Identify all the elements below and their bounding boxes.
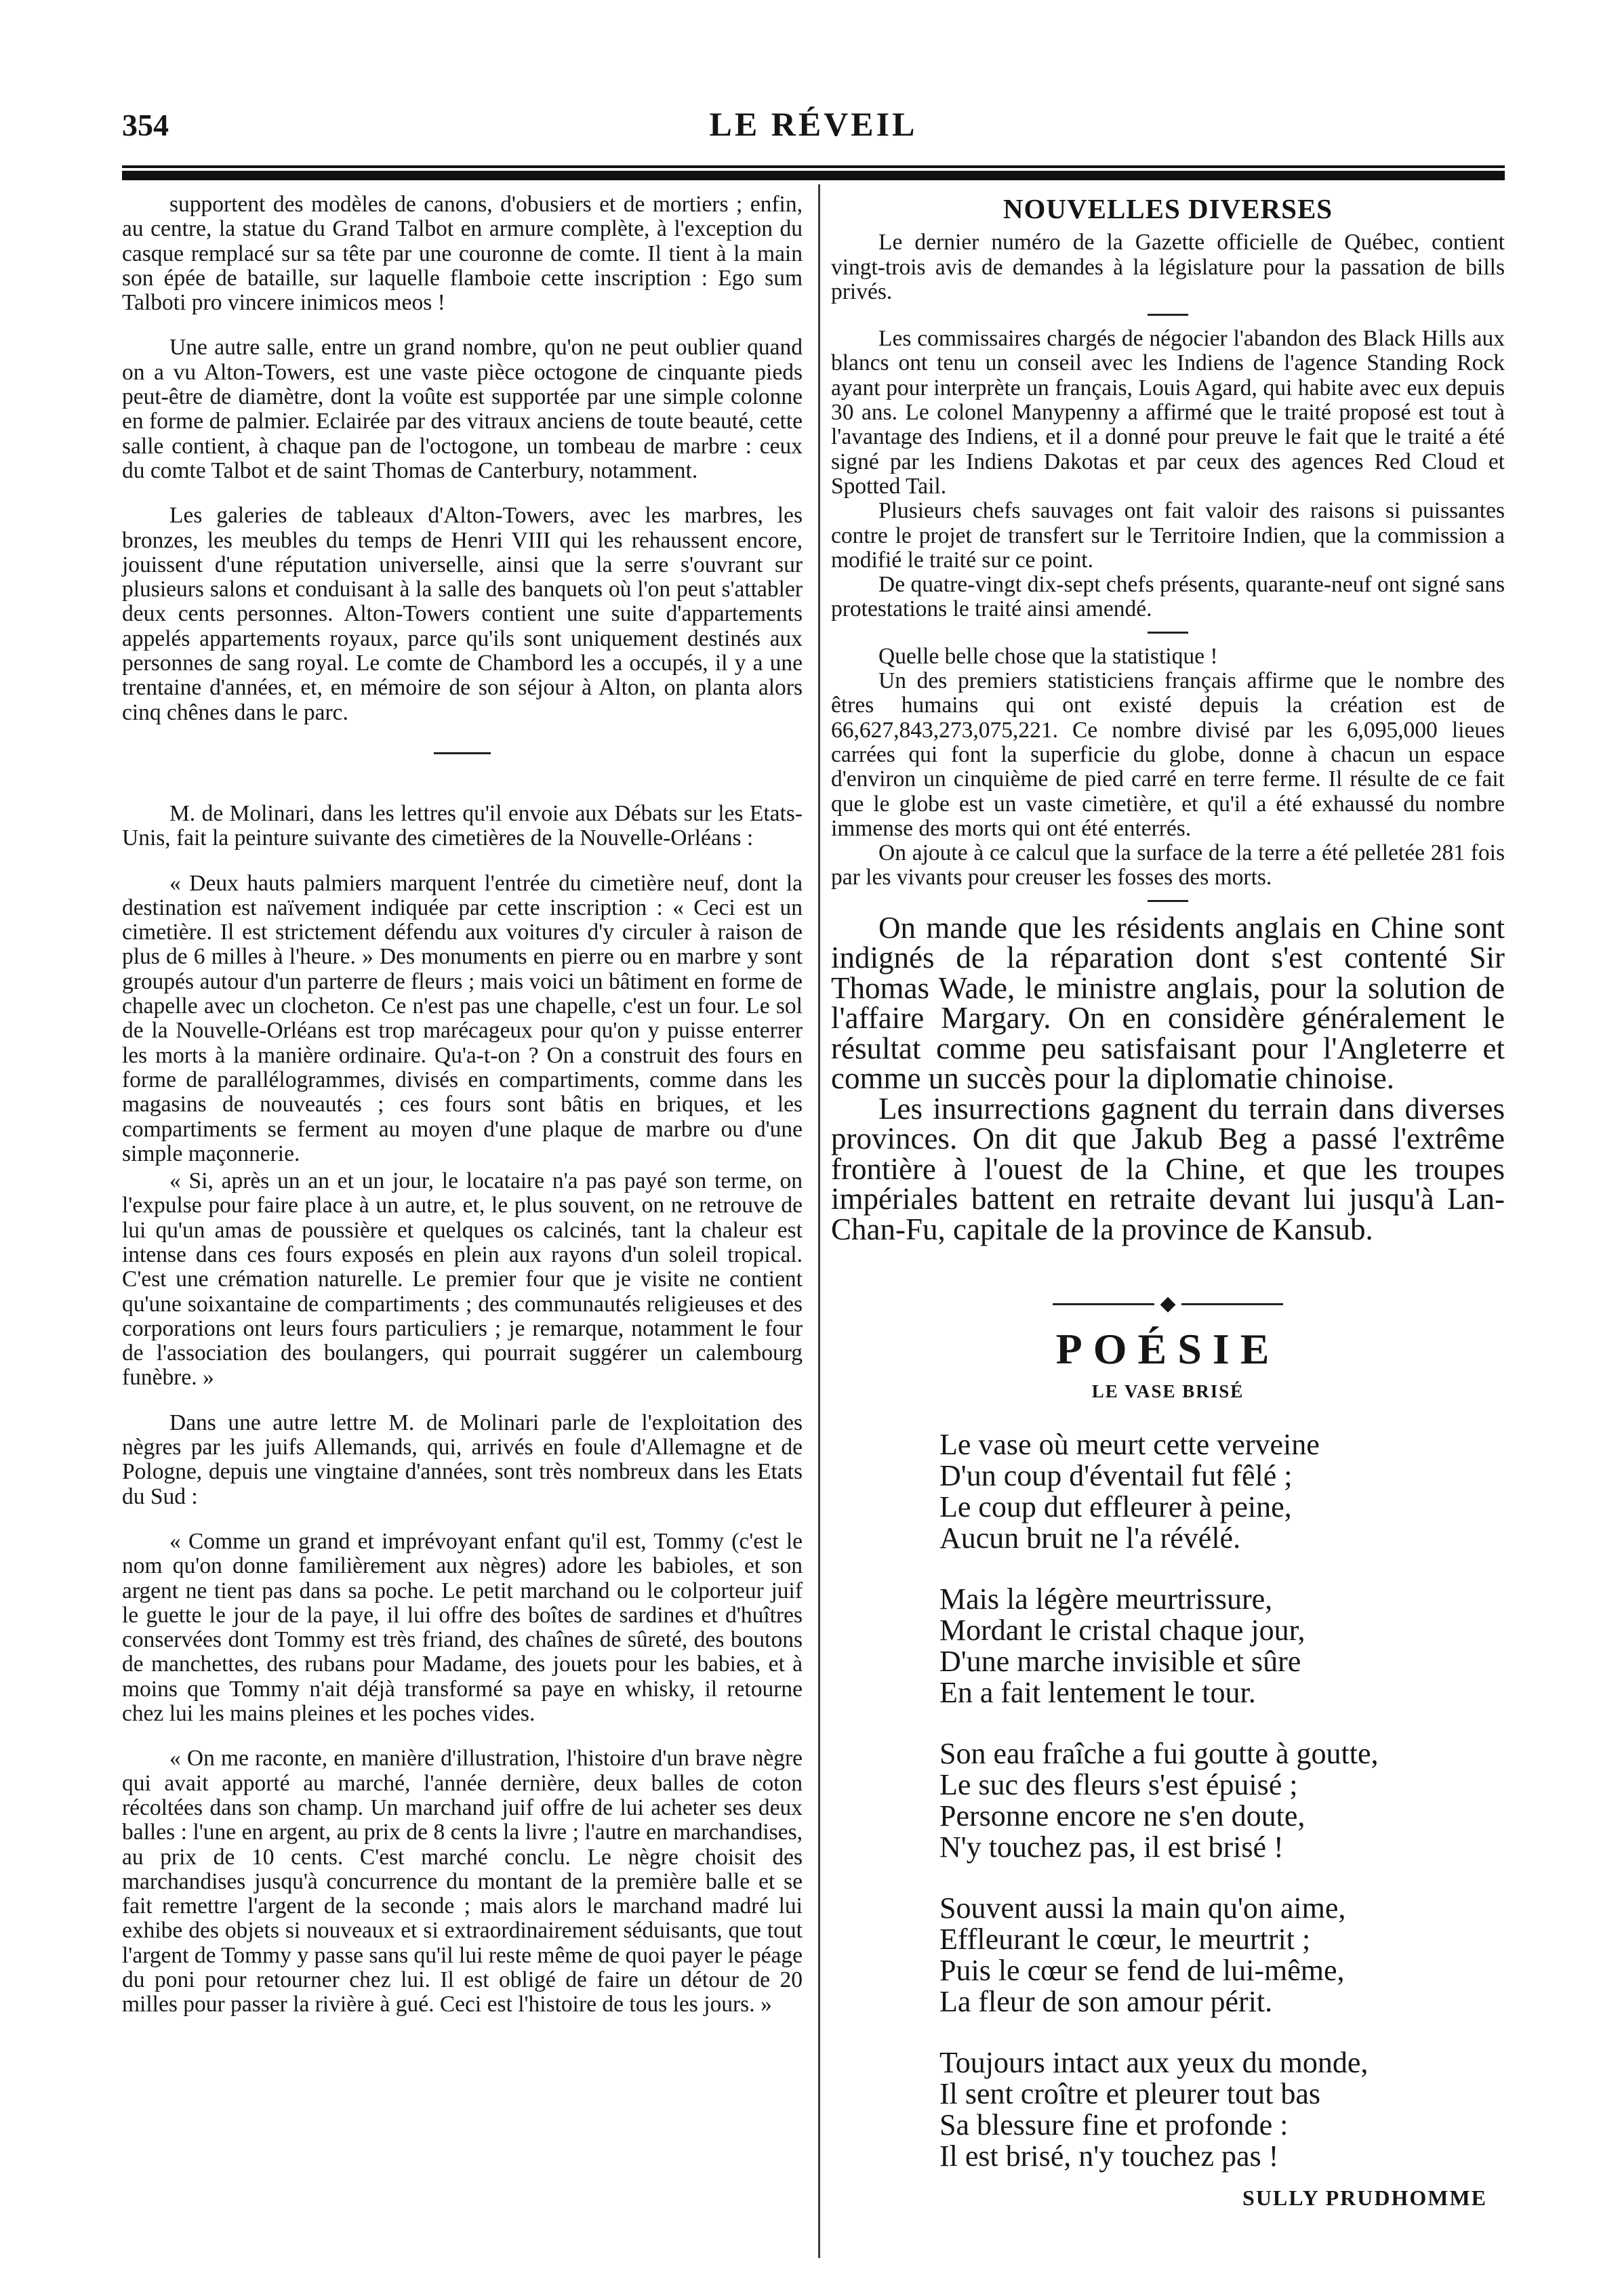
news-item: De quatre-vingt dix-sept chefs présents, quarante-neuf ont signé sans protestations le traité ainsi amendé. bbox=[831, 572, 1505, 622]
quoted-paragraph: « Comme un grand et imprévoyant enfant qu'il est, Tommy (c'est le nom qu'on donne familièrement aux nègres) adore les babioles, et son argent ne tient pas dans sa poche. Le petit marchand ou le colporteur juif le guette le jour de la paye, il lui offre des boîtes de sardines et d'huîtres conservées dont Tommy est très friand, des chaînes de sûreté, des boutons de manchettes, des rubans pour Madame, des jouets pour les babies, et à moins que Tommy n'ait déjà transformé sa paye en whisky, il retourne chez lui les mains pleines et les poches vides. bbox=[122, 1528, 803, 1727]
poem-verse: D'un coup d'éventail fut fêlé ; bbox=[939, 1459, 1293, 1493]
ornament-divider bbox=[831, 1292, 1505, 1316]
poem-stanza bbox=[939, 1429, 1505, 1554]
news-item: Plusieurs chefs sauvages ont fait valoir des raisons si puissantes contre le projet de transfert sur le Territoire Indien, que la commission a modifié le traité sur ce point. bbox=[831, 498, 1505, 573]
header-rule bbox=[122, 165, 1505, 180]
poem-verse: Le vase où meurt cette verveine bbox=[939, 1428, 1320, 1462]
poem-verse: N'y touchez pas, il est brisé ! bbox=[939, 1830, 1284, 1864]
article-paragraph: supportent des modèles de canons, d'obusiers et de mortiers ; enfin, au centre, la statue du Grand Talbot en armure complète, à l'exception du casque remplacé sur sa tête par une couronne de comte. Il tient à la main son épée de bataille, sur laquelle flamboie cette inscription : Ego sum Talboti pro vincere inimicos meos ! bbox=[122, 192, 803, 316]
poem-verse: Personne encore ne s'en doute, bbox=[939, 1799, 1305, 1833]
news-item: On ajoute à ce calcul que la surface de la terre a été pelletée 281 fois par les vivants pour creuser les fosses des morts. bbox=[831, 840, 1505, 890]
poetry-section-title: POÉSIE bbox=[1055, 1324, 1280, 1373]
diamond-ornament-icon: ◆ bbox=[1160, 1292, 1176, 1315]
poem-verse: La fleur de son amour périt. bbox=[939, 1985, 1273, 2019]
poem-verse: En a fait lentement le tour. bbox=[939, 1676, 1256, 1710]
poem-stanza bbox=[939, 1893, 1505, 2017]
ornament-line bbox=[1181, 1303, 1283, 1305]
poem-stanza bbox=[939, 1738, 1505, 1863]
news-item: Les commissaires chargés de négocier l'abandon des Black Hills aux blancs ont tenu un conseil avec les Indiens de l'agence Standing Rock ayant pour interprète un français, Louis Agard, qui habite avec eux depuis 30 ans. Le colonel Manypenny a affirmé que le traité proposé est tout à l'avantage des Indiens, et il a donné pour preuve le fait que le traité a été signé par les Indiens Dakotas et par ceux des agences Red Cloud et Spotted Tail. bbox=[831, 326, 1505, 499]
news-item: Le dernier numéro de la Gazette officielle de Québec, contient vingt-trois avis de demandes à la législature pour la passation de bills privés. bbox=[831, 230, 1505, 304]
paragraph-gap bbox=[122, 1726, 803, 1746]
masthead bbox=[122, 102, 1505, 153]
quoted-paragraph: « Deux hauts palmiers marquent l'entrée du cimetière neuf, dont la destination est naïvement indiquée par cette inscription : « Ceci est un cimetière. Il est strictement défendu aux voitures d'y circuler à raison de plus de 6 milles à l'heure. » Des monuments en pierre ou en marbre y sont groupés autour d'un parterre de fleurs ; mais voici un bâtiment en forme de chapelle avec un clocheton. Ce n'est pas une chapelle, c'est un four. Le sol de la Nouvelle-Orléans est trop marécageux pour qu'on y puisse enterrer les morts à la manière ordinaire. Qu'a-t-on ? On a construit des fours en forme de parallélogrammes, divisés en compartiments, comme dans les magasins de nouveautés ; ces fours sont bâtis en briques, et les compartiments se ferment au moyen d'une plaque de marbre ou d'une simple maçonnerie. bbox=[122, 870, 803, 1166]
paragraph-gap bbox=[122, 1509, 803, 1530]
poem-verse: Mais la légère meurtrissure, bbox=[939, 1582, 1273, 1616]
poem-title: LE VASE BRISÉ bbox=[1091, 1380, 1244, 1401]
article-paragraph: Dans une autre lettre M. de Molinari parle de l'exploitation des nègres par les juifs Allemands, qui, arrivés en foule d'Allemagne et de Pologne, depuis une vingtaine d'années, sont très nombreux dans les Etats du Sud : bbox=[122, 1410, 803, 1509]
poem-verse: Il est brisé, n'y touchez pas ! bbox=[939, 2139, 1279, 2173]
article-paragraph: Les galeries de tableaux d'Alton-Towers, avec les marbres, les bronzes, les meubles du temps de Henri VIII qui les rehaussent encore, jouissent d'une réputation universelle, ainsi que la serre s'ouvrant sur plusieurs salons et conduisant à la salle des banquets où l'on peut s'attabler deux cents personnes. Alton-Towers contient une suite d'appartements appelés appartements royaux, parce qu'ils sont uniquement destinés aux personnes de sang royal. Le comte de Chambord les a occupés, il y a une trentaine d'années, et, en mémoire de son séjour à Alton, on planta alors cinq chênes dans le parc. bbox=[122, 503, 803, 725]
poem-verse: Toujours intact aux yeux du monde, bbox=[939, 2046, 1369, 2080]
poem-verse: Il sent croître et pleurer tout bas bbox=[939, 2077, 1321, 2111]
section-heading: NOUVELLES DIVERSES bbox=[1003, 193, 1333, 224]
article-paragraph: Une autre salle, entre un grand nombre, qu'on ne peut oublier quand on a vu Alton-Towers, est une vaste pièce octogone de cinquante pieds peut-être de diamètre, dont la voûte est supportée par une simple colonne en forme de palmier. Eclairée par des vitraux anciens de toute beauté, cette salle contient, à chaque pan de l'octogone, un tombeau de marbre : ceux du comte Talbot et de saint Thomas de Canterbury, notamment. bbox=[122, 335, 803, 483]
poem-stanza bbox=[939, 1584, 1505, 1708]
poem-verse: Le suc des fleurs s'est épuisé ; bbox=[939, 1768, 1298, 1802]
poem-verse: Effleurant le cœur, le meurtrit ; bbox=[939, 1923, 1311, 1956]
news-item: Un des premiers statisticiens français affirme que le nombre des êtres humains qui ont existé depuis la création est de 66,627,843,273,075,221. Ce nombre divisé par les 6,095,000 lieues carrées qui font la superficie du globe, donne à chacun un espace d'environ un cinquième de pied carré en terre ferme. Il résulte de ce fait que le globe est un vaste cimetière, et qu'il a été exhaussé du nombre immense des morts qui ont été enterrés. bbox=[831, 668, 1505, 841]
poem-verse: Mordant le cristal chaque jour, bbox=[939, 1614, 1305, 1647]
ornament-line bbox=[1053, 1303, 1154, 1305]
news-separator bbox=[1148, 314, 1188, 316]
news-separator bbox=[1148, 900, 1188, 902]
column-divider bbox=[818, 184, 820, 2258]
paragraph-gap bbox=[122, 315, 803, 335]
quoted-paragraph: « On me raconte, en manière d'illustration, l'histoire d'un brave nègre qui avait apporté au marché, l'année dernière, deux balles de coton récoltées dans son champ. Un marchand juif offre de lui acheter ses deux balles : l'une en argent, au prix de 8 cents la livre ; l'autre en marchandises, au prix de 10 cents. C'est marché conclu. Le nègre choisit des marchandises jusqu'à concurrence du montant de la première balle et se fait remettre l'argent de la seconde ; mais alors le marchand madré lui exhibe des objets si nouveaux et si extraordinairement séduisants, que tout l'argent de Tommy y passe sans qu'il lui reste même de quoi payer le péage du poni pour retourner chez lui. Il est obligé de faire un détour de 20 milles pour passer la rivière à gué. Ceci est l'histoire de tous les jours. » bbox=[122, 1746, 803, 2017]
paragraph-gap bbox=[122, 851, 803, 872]
left-column bbox=[122, 192, 803, 2017]
news-item-large: On mande que les résidents anglais en Chine sont indignés de la réparation dont s'est contenté Sir Thomas Wade, le ministre anglais, pour la solution de l'affaire Margary. On en considère généralement le résultat comme peu satisfaisant pour l'Angleterre et comme un succès pour la diplomatie chinoise. bbox=[831, 910, 1505, 1096]
section-separator bbox=[434, 752, 491, 754]
poem-verse: Puis le cœur se fend de lui-même, bbox=[939, 1954, 1345, 1988]
article-paragraph: M. de Molinari, dans les lettres qu'il envoie aux Débats sur les Etats-Unis, fait la peinture suivante des cimetières de la Nouvelle-Orléans : bbox=[122, 800, 803, 851]
page-number: 354 bbox=[122, 108, 169, 142]
poem-verse: Son eau fraîche a fui goutte à goutte, bbox=[939, 1737, 1379, 1771]
paragraph-gap bbox=[122, 483, 803, 504]
news-item-large: Les insurrections gagnent du terrain dans diverses provinces. On dit que Jakub Beg a passé l'extrême frontière à l'ouest de la Chine, et que les troupes impériales battent en retraite devant lui jusqu'à Lan-Chan-Fu, capitale de la province de Kansub. bbox=[831, 1091, 1505, 1246]
news-item: Quelle belle chose que la statistique ! bbox=[878, 643, 1218, 669]
poem-author: SULLY PRUDHOMME bbox=[1242, 2186, 1487, 2211]
paragraph-gap bbox=[122, 1391, 803, 1411]
news-separator bbox=[1148, 632, 1188, 634]
poem-verse: D'une marche invisible et sûre bbox=[939, 1645, 1301, 1679]
newspaper-title: LE RÉVEIL bbox=[709, 105, 918, 143]
poem-stanza bbox=[939, 2047, 1505, 2172]
poem-verse: Le coup dut effleurer à peine, bbox=[939, 1490, 1292, 1524]
poem-verse: Sa blessure fine et profonde : bbox=[939, 2108, 1289, 2142]
poem-verse: Souvent aussi la main qu'on aime, bbox=[939, 1891, 1346, 1925]
quoted-paragraph: « Si, après un an et un jour, le locataire n'a pas payé son terme, on l'expulse pour faire place à un autre, et, le plus souvent, on ne retrouve de lui qu'un amas de poussière et quelques os calcinés, tant la chaleur est intense dans ces fours exposés en plein aux rayons d'un soleil tropical. C'est une crémation naturelle. Le premier four que je visite ne contient qu'une soixantaine de compartiments ; des communautés religieuses et des corporations ont leurs fours particuliers ; je remarque, notamment le four de l'association des boulangers, qui pourrait suggérer un calembourg funèbre. » bbox=[122, 1168, 803, 1391]
right-column bbox=[831, 192, 1505, 2210]
poem-verse: Aucun bruit ne l'a révélé. bbox=[939, 1521, 1241, 1555]
